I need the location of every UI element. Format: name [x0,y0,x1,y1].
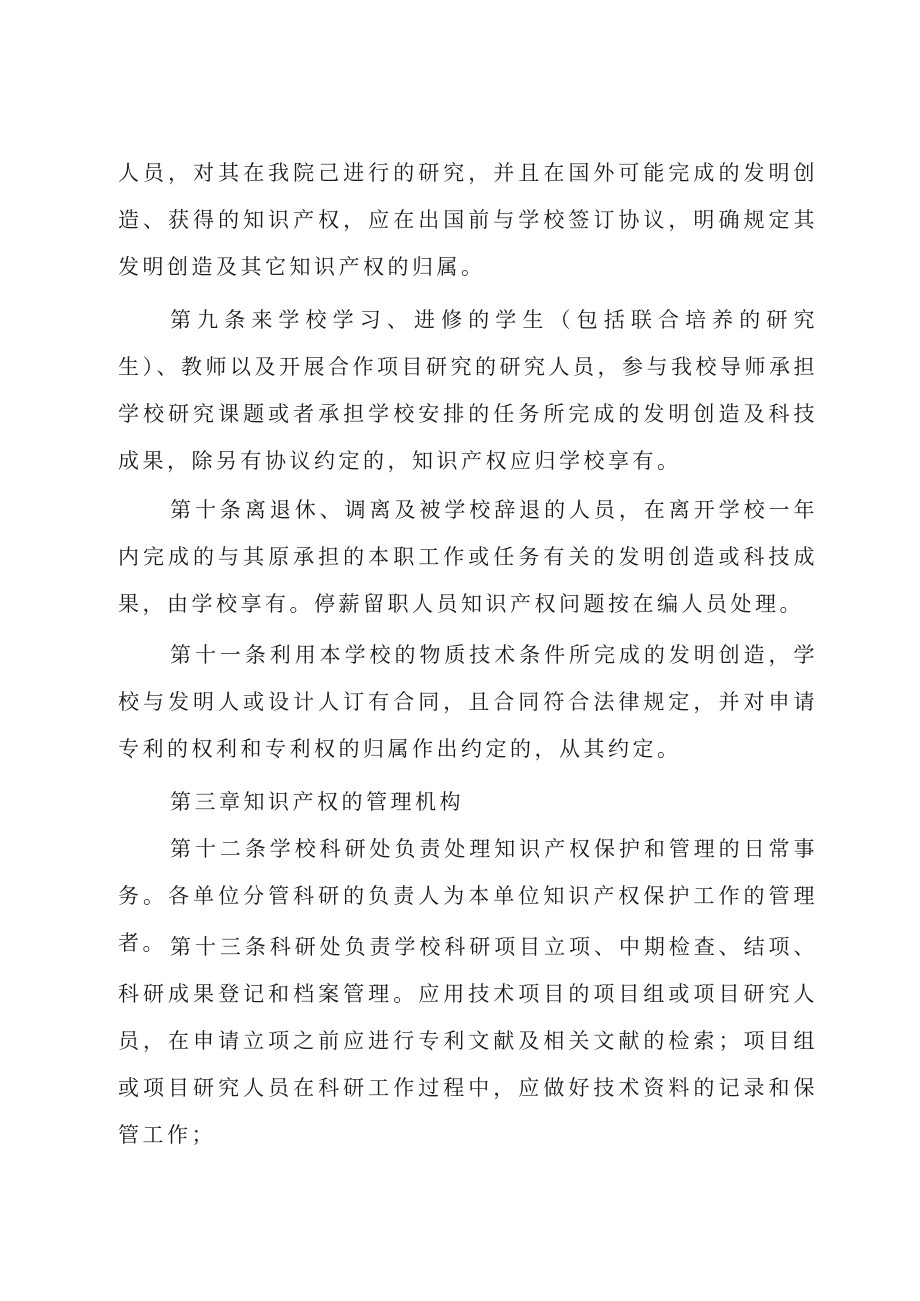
article-12: 第十二条学校科研处负责处理知识产权保护和管理的日常事务。各单位分管科研的负责人为本单位知识产权保护工作的管理者。 [118,837,818,955]
article-13: 第十三条科研处负责学校科研项目立项、中期检查、结项、科研成果登记和档案管理。应用技术项目的项目组或项目研究人员，在申请立项之前应进行专利文献及相关文献的检索；项目组或项目研究人员在科研工作过程中，应做好技术资料的记录和保管工作； [118,935,818,1147]
article-11: 第十一条利用本学校的物质技术条件所完成的发明创造，学校与发明人或设计人订有合同，且合同符合法律规定，并对申请专利的权利和专利权的归属作出约定的，从其约定。 [118,643,818,761]
article-10: 第十条离退休、调离及被学校辞退的人员，在离开学校一年内完成的与其原承担的本职工作或任务有关的发明创造或科技成果，由学校享有。停薪留职人员知识产权问题按在编人员处理。 [118,498,818,616]
paragraph-continuation: 人员，对其在我院己进行的研究，并且在国外可能完成的发明创造、获得的知识产权，应在出国前与学校签订协议，明确规定其发明创造及其它知识产权的归属。 [118,161,818,279]
article-9: 第九条来学校学习、进修的学生（包括联合培养的研究生）、教师以及开展合作项目研究的研究人员，参与我校导师承担学校研究课题或者承担学校安排的任务所完成的发明创造及科技成果，除另有协议约定的，知识产权应归学校享有。 [118,308,818,473]
chapter-heading: 第三章知识产权的管理机构 [170,790,464,814]
